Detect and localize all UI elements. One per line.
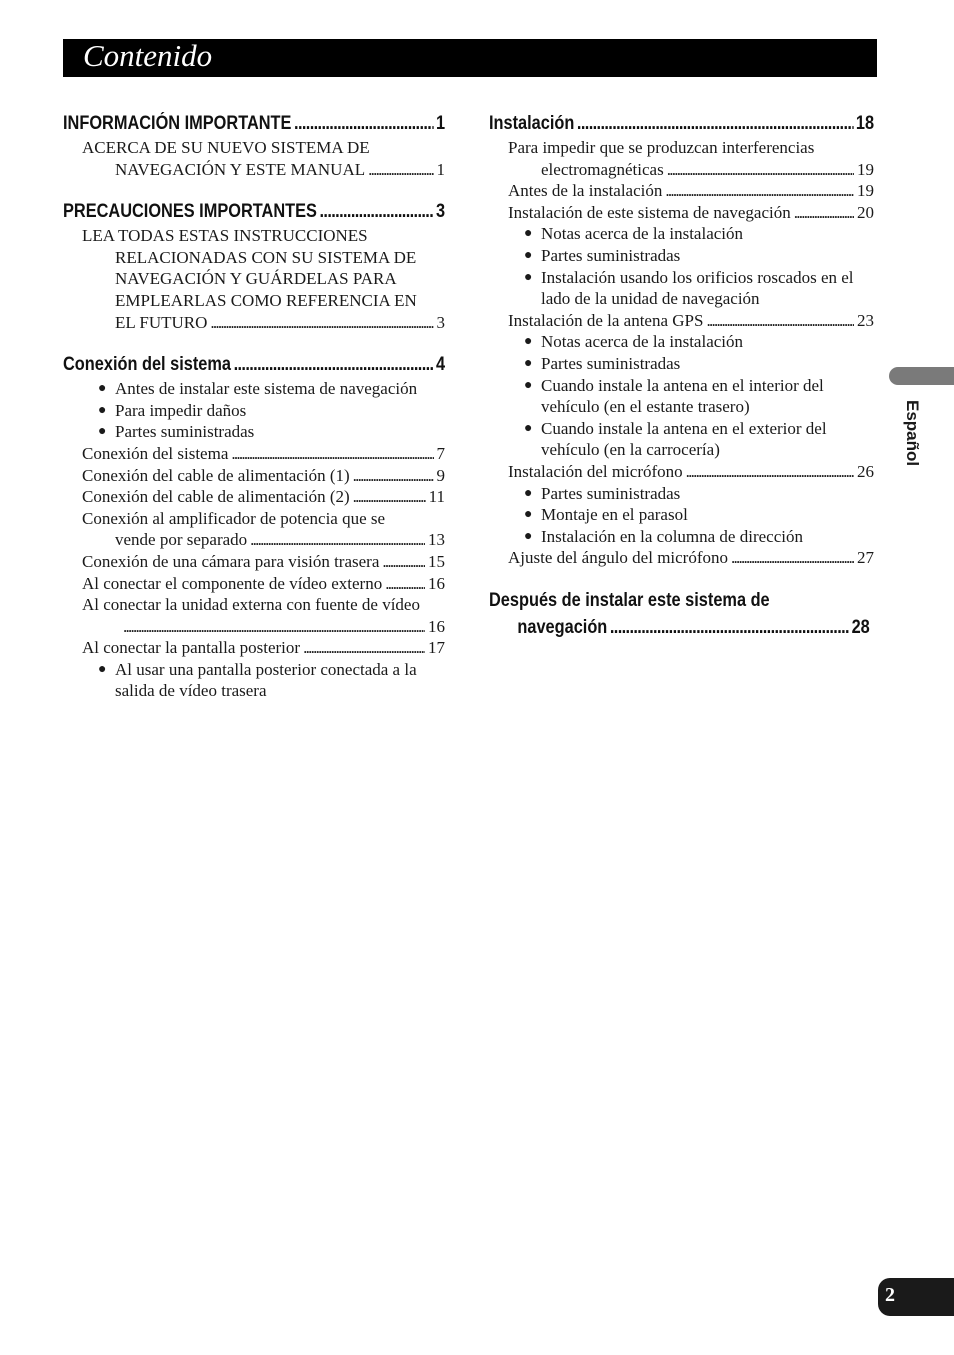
toc-entry[interactable] bbox=[63, 443, 445, 465]
toc-page-number: 16 bbox=[428, 573, 445, 593]
leader-dots bbox=[294, 110, 433, 137]
leader-dots bbox=[665, 180, 854, 202]
toc-bullet-item[interactable]: ● Partes suministradas bbox=[489, 353, 874, 375]
toc-bullet-item[interactable]: ● Partes suministradas bbox=[489, 245, 874, 267]
toc-entry-line: Al conectar la unidad externa con fuente de vídeo bbox=[82, 595, 420, 615]
toc-section-conexion[interactable] bbox=[63, 351, 445, 378]
leader-dots bbox=[577, 110, 853, 137]
leader-dots bbox=[319, 198, 433, 225]
toc-page-number: 1 bbox=[435, 113, 446, 134]
toc-entry-label: Ajuste del ángulo del micrófono bbox=[508, 548, 729, 568]
toc-entry[interactable] bbox=[63, 637, 445, 659]
toc-page-number: 28 bbox=[851, 616, 870, 638]
leader-dots bbox=[123, 616, 425, 638]
toc-entry-line: vende por separado bbox=[115, 530, 248, 550]
toc-entry-line: ● Instalación usando los orificios roscados en el bbox=[541, 267, 854, 287]
toc-page-number: 16 bbox=[428, 616, 445, 636]
toc-entry-line: LEA TODAS ESTAS INSTRUCCIONES bbox=[82, 226, 368, 246]
toc-page-number: 7 bbox=[436, 443, 445, 463]
toc-entry-line: ● Al usar una pantalla posterior conectada a la bbox=[115, 659, 417, 679]
toc-entry-line: ● Cuando instale la antena en el interior del bbox=[541, 375, 824, 395]
toc-entry[interactable] bbox=[489, 137, 874, 180]
leader-dots bbox=[353, 486, 426, 508]
toc-page-number: 4 bbox=[435, 354, 446, 376]
toc-section-title: Después de instalar este sistema de bbox=[489, 589, 770, 611]
leader-dots bbox=[234, 351, 434, 378]
toc-section-title: INFORMACIÓN IMPORTANTE bbox=[63, 113, 292, 134]
toc-page-number: 11 bbox=[428, 487, 445, 507]
toc-page-number: 18 bbox=[855, 113, 875, 134]
toc-entry-line: Para impedir que se produzcan interferencias bbox=[508, 138, 815, 157]
toc-entry-label: Antes de la instalación bbox=[508, 181, 663, 201]
language-label-text: Español bbox=[903, 400, 922, 467]
toc-bullet-item[interactable]: ● Notas acerca de la instalación bbox=[489, 331, 874, 353]
toc-entry-label: Instalación del micrófono bbox=[508, 461, 683, 481]
leader-dots bbox=[610, 614, 849, 641]
language-tab-marker bbox=[889, 367, 954, 385]
toc-entry-line: lado de la unidad de navegación bbox=[541, 289, 760, 309]
toc-entry-lea[interactable] bbox=[63, 225, 445, 333]
toc-bullet-item[interactable]: ● Partes suministradas bbox=[489, 483, 874, 505]
leader-dots bbox=[385, 573, 425, 595]
toc-entry-line: vehículo (en el estante trasero) bbox=[541, 397, 750, 417]
toc-bullet-item[interactable]: ● Antes de instalar este sistema de navegación bbox=[63, 378, 445, 400]
toc-entry-line: vehículo (en la carrocería) bbox=[541, 440, 720, 460]
toc-entry-line: NAVEGACIÓN Y ESTE MANUAL bbox=[115, 159, 366, 179]
toc-entry-line: NAVEGACIÓN Y GUÁRDELAS PARA bbox=[115, 269, 397, 289]
toc-bullet-item[interactable] bbox=[489, 375, 874, 418]
leader-dots bbox=[231, 443, 433, 465]
leader-dots bbox=[667, 159, 854, 181]
toc-entry[interactable] bbox=[489, 180, 874, 202]
toc-page-number: 19 bbox=[857, 159, 874, 179]
leader-dots bbox=[210, 312, 433, 334]
leader-dots bbox=[706, 310, 854, 332]
leader-dots bbox=[382, 551, 425, 573]
toc-page-number: 13 bbox=[428, 530, 445, 550]
toc-entry-line: EMPLEARLAS COMO REFERENCIA EN bbox=[115, 290, 417, 310]
toc-bullet-item[interactable]: ● Instalación en la columna de dirección bbox=[489, 526, 874, 548]
language-label bbox=[900, 400, 922, 490]
toc-entry[interactable] bbox=[63, 594, 445, 637]
toc-entry[interactable] bbox=[489, 310, 874, 332]
toc-entry-label: Conexión del sistema bbox=[82, 443, 229, 463]
toc-entry-label: Instalación de la antena GPS bbox=[508, 310, 704, 330]
leader-dots bbox=[353, 465, 434, 487]
leader-dots bbox=[303, 637, 425, 659]
toc-page-number: 26 bbox=[857, 461, 874, 481]
toc-page-number: 17 bbox=[428, 638, 445, 658]
page-number: 2 bbox=[885, 1284, 895, 1306]
toc-bullet-item[interactable]: ● Partes suministradas bbox=[63, 421, 445, 443]
toc-bullet-item[interactable]: ● Notas acerca de la instalación bbox=[489, 223, 874, 245]
leader-dots bbox=[368, 159, 433, 181]
toc-page-number: 19 bbox=[857, 181, 874, 201]
toc-bullet-item[interactable]: ● Montaje en el parasol bbox=[489, 504, 874, 526]
toc-entry[interactable] bbox=[63, 486, 445, 508]
toc-page-number: 27 bbox=[857, 548, 874, 568]
toc-entry-line: Conexión al amplificador de potencia que se bbox=[82, 508, 386, 528]
toc-page-number: 20 bbox=[857, 202, 874, 222]
toc-section-informacion[interactable] bbox=[63, 110, 445, 137]
toc-page-number: 23 bbox=[857, 310, 874, 330]
page-title: Contenido bbox=[83, 38, 213, 73]
toc-page-number: 1 bbox=[436, 159, 445, 179]
toc-page-number: 9 bbox=[436, 465, 445, 485]
toc-section-precauciones[interactable] bbox=[63, 198, 445, 225]
toc-entry-line: RELACIONADAS CON SU SISTEMA DE bbox=[115, 247, 417, 267]
toc-entry-label: Instalación de este sistema de navegación bbox=[508, 202, 791, 222]
toc-page-number: 3 bbox=[436, 312, 445, 332]
toc-entry-label: Al conectar el componente de vídeo externo bbox=[82, 573, 383, 593]
toc-page-number: 3 bbox=[435, 201, 446, 223]
toc-entry-line: ACERCA DE SU NUEVO SISTEMA DE bbox=[82, 138, 370, 157]
toc-section-title: Instalación bbox=[489, 113, 575, 134]
toc-bullet-item[interactable] bbox=[489, 418, 874, 461]
toc-entry-line: salida de vídeo trasera bbox=[115, 681, 267, 701]
toc-entry[interactable] bbox=[489, 547, 874, 569]
toc-entry[interactable] bbox=[63, 508, 445, 551]
toc-section-despues[interactable] bbox=[489, 587, 874, 641]
toc-entry-label: Conexión del cable de alimentación (1) bbox=[82, 465, 350, 485]
page-number-tab bbox=[878, 1278, 954, 1316]
toc-entry[interactable] bbox=[489, 202, 874, 224]
toc-page-number: 15 bbox=[428, 551, 445, 571]
title-bar bbox=[63, 39, 877, 77]
toc-right-column bbox=[489, 110, 874, 641]
toc-entry[interactable] bbox=[63, 573, 445, 595]
toc-entry[interactable] bbox=[63, 465, 445, 487]
leader-dots bbox=[731, 547, 854, 569]
toc-entry-line: EL FUTURO bbox=[115, 312, 208, 332]
toc-section-instalacion[interactable] bbox=[489, 110, 874, 137]
toc-left-column bbox=[63, 110, 445, 702]
toc-section-title: Conexión del sistema bbox=[63, 354, 231, 376]
toc-bullet-item[interactable] bbox=[489, 267, 874, 310]
toc-entry[interactable] bbox=[63, 551, 445, 573]
toc-entry[interactable] bbox=[489, 461, 874, 483]
toc-bullet-item[interactable] bbox=[63, 659, 445, 702]
toc-entry-label: Al conectar la pantalla posterior bbox=[82, 638, 301, 658]
toc-entry-acerca[interactable] bbox=[63, 137, 445, 180]
leader-dots bbox=[686, 461, 854, 483]
leader-dots bbox=[794, 202, 854, 224]
toc-bullet-item[interactable]: ● Para impedir daños bbox=[63, 400, 445, 422]
leader-dots bbox=[250, 529, 425, 551]
toc-entry-label: Conexión de una cámara para visión trasera bbox=[82, 551, 380, 571]
toc-entry-line: electromagnéticas bbox=[541, 159, 664, 179]
toc-section-title: navegación bbox=[517, 616, 608, 638]
toc-section-title: PRECAUCIONES IMPORTANTES bbox=[63, 201, 317, 223]
toc-entry-label: Conexión del cable de alimentación (2) bbox=[82, 487, 350, 507]
toc-entry-line: ● Cuando instale la antena en el exterior del bbox=[541, 418, 827, 438]
